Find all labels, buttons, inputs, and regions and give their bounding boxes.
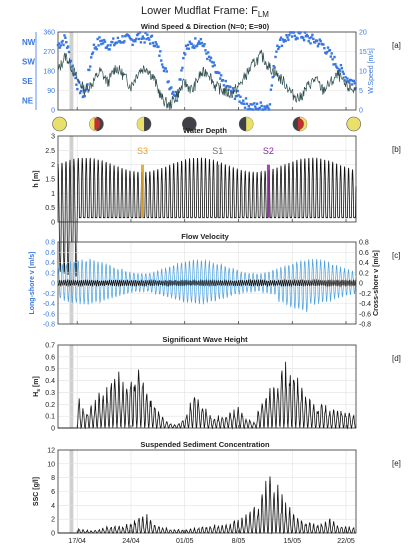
direction-point (198, 40, 200, 42)
y-tick-label-right: 20 (359, 29, 367, 37)
event-label-S2: S2 (262, 146, 274, 156)
direction-point (330, 55, 332, 57)
direction-point (317, 45, 319, 47)
y-tick-label: 3 (51, 133, 55, 141)
direction-point (158, 55, 160, 57)
direction-point (146, 34, 148, 36)
panel-label: [c] (392, 251, 401, 260)
direction-point (65, 41, 67, 43)
x-tick-label: 22/05 (337, 538, 355, 545)
event-marker-S3 (141, 165, 144, 218)
direction-point (75, 83, 77, 85)
direction-point (353, 80, 355, 82)
y-tick-label-right: -0.4 (359, 301, 372, 308)
direction-point (143, 41, 145, 43)
y-tick-label: 360 (43, 29, 55, 37)
direction-point (327, 46, 329, 48)
direction-point (109, 44, 111, 46)
direction-point (182, 57, 184, 59)
direction-point (61, 40, 63, 42)
direction-point (181, 67, 183, 69)
direction-point (342, 71, 344, 73)
y-tick-label: 90 (47, 88, 55, 95)
y-axis-label-left: Long-shore v [m/s] (29, 251, 36, 315)
y-tick-label: 0.2 (45, 401, 55, 409)
direction-point (243, 103, 245, 105)
direction-point (331, 52, 333, 54)
direction-label: NW (22, 37, 36, 47)
direction-point (256, 103, 258, 105)
moon-full-icon (53, 117, 67, 131)
direction-point (213, 64, 215, 66)
direction-point (252, 108, 254, 110)
direction-point (59, 46, 61, 48)
direction-point (108, 48, 110, 50)
y-tick-label: 8 (51, 475, 55, 483)
direction-point (121, 35, 123, 37)
direction-point (139, 31, 141, 33)
y-tick-label: 0.4 (45, 378, 55, 386)
y-tick-label: 0.1 (45, 413, 55, 421)
direction-point (167, 80, 169, 82)
direction-point (242, 100, 244, 102)
direction-point (170, 86, 172, 88)
y-tick-label: 270 (43, 49, 55, 56)
y-tick-label-right: -0.8 (359, 321, 372, 329)
y-tick-label: -0.8 (42, 321, 55, 329)
moon-full-icon (347, 117, 361, 131)
y-tick-label: 6 (51, 489, 55, 496)
panel-label: [b] (392, 145, 401, 154)
direction-point (346, 77, 348, 79)
direction-point (293, 31, 295, 33)
y-axis-label-right: Cross-shore v [m/s] (373, 250, 380, 316)
y-tick-label: 180 (43, 68, 55, 76)
event-marker-S1 (216, 165, 219, 218)
direction-point (76, 88, 78, 90)
direction-point (354, 82, 356, 84)
figure-title-sub: LM (257, 10, 269, 19)
direction-point (72, 65, 74, 67)
direction-point (98, 36, 100, 38)
direction-point (343, 73, 345, 75)
direction-point (351, 83, 353, 85)
y-tick-label: 1.5 (45, 176, 55, 184)
direction-point (123, 40, 125, 42)
direction-point (218, 72, 220, 74)
direction-point (179, 78, 181, 80)
direction-point (207, 51, 209, 53)
direction-point (311, 34, 313, 36)
y-tick-label-right: -0.6 (359, 311, 372, 319)
direction-point (273, 66, 275, 68)
direction-point (323, 47, 325, 49)
x-tick-label: 15/05 (283, 538, 302, 545)
direction-point (316, 40, 318, 42)
y-tick-label: 2.5 (45, 147, 55, 155)
direction-point (200, 38, 202, 40)
y-axis-label-main: H (33, 391, 40, 397)
direction-point (151, 35, 153, 37)
direction-point (80, 90, 82, 92)
direction-point (340, 64, 342, 66)
direction-point (331, 58, 333, 60)
direction-point (172, 91, 174, 93)
direction-point (244, 107, 246, 109)
direction-point (149, 42, 151, 44)
direction-point (334, 63, 336, 65)
panel-label: [e] (392, 459, 401, 468)
panel-a (22, 22, 401, 115)
direction-point (234, 98, 236, 100)
panel-label: [a] (392, 41, 401, 50)
direction-point (296, 37, 298, 39)
direction-point (112, 37, 114, 39)
direction-point (192, 44, 194, 46)
y-tick-label: 0.8 (45, 239, 55, 247)
direction-point (270, 89, 272, 91)
direction-point (84, 95, 86, 97)
y-tick-label: 12 (47, 447, 55, 455)
direction-point (74, 77, 76, 79)
figure-title-main: Lower Mudflat Frame: F (141, 5, 258, 17)
y-tick-label: 0.5 (45, 205, 55, 213)
direction-point (196, 44, 198, 46)
direction-point (203, 43, 205, 45)
y-tick-label: 0 (51, 107, 55, 115)
direction-point (246, 103, 248, 105)
y-tick-label: 10 (47, 461, 55, 469)
direction-point (222, 79, 224, 81)
direction-point (223, 84, 225, 86)
y-tick-label: 0.3 (45, 389, 55, 397)
moon-lit-half-icon (246, 117, 253, 131)
y-tick-label: 0 (51, 280, 55, 288)
direction-point (260, 101, 262, 103)
y-tick-label: -0.4 (42, 301, 55, 308)
direction-point (213, 61, 215, 63)
direction-point (117, 37, 119, 39)
direction-point (253, 102, 255, 104)
panel-e (33, 440, 401, 545)
direction-label: SE (22, 76, 33, 86)
direction-point (287, 39, 289, 41)
direction-label: NE (22, 96, 34, 106)
direction-point (104, 40, 106, 42)
y-axis-label: SSC [g/l] (33, 476, 40, 507)
direction-point (68, 51, 70, 53)
panel-d (33, 335, 401, 433)
direction-point (165, 67, 167, 69)
direction-point (268, 108, 270, 110)
direction-point (307, 40, 309, 42)
direction-point (107, 44, 109, 46)
y-tick-label: 0.6 (45, 354, 55, 362)
direction-point (176, 99, 178, 101)
direction-point (184, 53, 186, 55)
direction-point (312, 38, 314, 40)
direction-point (154, 41, 156, 43)
y-tick-label-right: -0.2 (359, 290, 372, 298)
moon-lit-half-icon (137, 117, 144, 131)
direction-point (219, 77, 221, 79)
panel-c (29, 232, 400, 329)
direction-point (92, 51, 94, 53)
direction-point (140, 41, 142, 43)
y-tick-label: 4 (51, 502, 55, 510)
panel-title: Significant Wave Height (162, 335, 248, 344)
direction-point (322, 43, 324, 45)
direction-point (63, 34, 65, 36)
y-tick-label-right: 10 (359, 68, 367, 76)
figure-title (141, 5, 269, 19)
panel-title: Wind Speed & Direction (N=0; E=90) (140, 22, 270, 31)
direction-point (239, 96, 241, 98)
direction-point (220, 74, 222, 76)
direction-point (201, 42, 203, 44)
direction-point (131, 44, 133, 46)
depth-line (58, 158, 356, 277)
direction-point (194, 37, 196, 39)
event-marker-S2 (267, 165, 270, 218)
direction-point (284, 40, 286, 42)
direction-point (303, 39, 305, 41)
direction-point (90, 56, 92, 58)
direction-point (152, 42, 154, 44)
y-tick-label: 0.6 (45, 249, 55, 257)
direction-point (89, 65, 91, 67)
y-tick-label: 0 (51, 425, 55, 433)
direction-point (155, 43, 157, 45)
direction-point (62, 44, 64, 46)
direction-point (275, 50, 277, 52)
direction-point (281, 45, 283, 47)
y-tick-label: 0.7 (45, 342, 55, 350)
direction-point (159, 50, 161, 52)
direction-point (285, 34, 287, 36)
direction-point (225, 80, 227, 82)
y-tick-label: -0.6 (42, 311, 55, 319)
direction-point (161, 63, 163, 65)
direction-point (97, 44, 99, 46)
direction-point (187, 44, 189, 46)
y-tick-label-right: 5 (359, 88, 363, 95)
y-tick-label-right: 0 (359, 280, 363, 288)
event-label-S3: S3 (136, 146, 148, 156)
direction-point (157, 46, 159, 48)
direction-label: SW (22, 57, 35, 67)
direction-point (291, 35, 293, 37)
direction-point (299, 31, 301, 33)
y-axis-label-right: W.Speed [m/s] (368, 48, 375, 94)
direction-point (96, 48, 98, 50)
x-tick-label: 8/05 (231, 538, 246, 545)
direction-point (319, 40, 321, 42)
y-tick-label-right: 0.6 (359, 249, 369, 257)
direction-point (188, 48, 190, 50)
direction-point (206, 58, 208, 60)
direction-point (274, 56, 276, 58)
panel-title: Water Depth (183, 126, 227, 135)
panel-label: [d] (392, 354, 401, 363)
y-tick-label: 0 (51, 219, 55, 227)
direction-point (88, 69, 90, 71)
shaded-band (70, 345, 74, 428)
direction-point (148, 38, 150, 40)
direction-point (160, 59, 162, 61)
direction-point (180, 69, 182, 71)
direction-point (138, 38, 140, 40)
direction-point (260, 105, 262, 107)
y-tick-label-right: 15 (359, 49, 367, 56)
y-tick-label: 2 (51, 162, 55, 170)
y-axis-label: h [m] (33, 170, 40, 188)
direction-point (254, 105, 256, 107)
direction-point (309, 42, 311, 44)
direction-point (229, 86, 231, 88)
y-tick-label-right: 0.8 (359, 239, 369, 247)
y-tick-label-right: 0.2 (359, 270, 369, 278)
direction-point (288, 34, 290, 36)
panel-title: Suspended Sediment Concentration (140, 440, 270, 449)
y-tick-label: 0.4 (45, 260, 55, 267)
y-tick-label: -0.2 (42, 290, 55, 298)
panel-title: Flow Velocity (181, 232, 229, 241)
x-tick-label: 24/04 (122, 538, 140, 545)
y-tick-label: 0.5 (45, 366, 55, 374)
y-axis-label (33, 376, 42, 397)
x-tick-label: 01/05 (175, 538, 194, 545)
direction-point (304, 31, 306, 33)
direction-point (286, 36, 288, 38)
direction-point (279, 39, 281, 41)
y-axis-label-unit: [m] (33, 376, 40, 389)
direction-point (329, 49, 331, 51)
y-tick-label-right: 0.4 (359, 260, 369, 267)
direction-point (135, 38, 137, 40)
x-tick-label: 17/04 (68, 538, 86, 545)
direction-point (93, 44, 95, 46)
direction-point (271, 84, 273, 86)
wave-height-line (58, 362, 356, 428)
direction-point (302, 37, 304, 39)
ssc-line (58, 476, 356, 533)
direction-point (134, 40, 136, 42)
direction-point (166, 70, 168, 72)
y-tick-label: 2 (51, 516, 55, 524)
direction-point (278, 46, 280, 48)
direction-point (341, 67, 343, 69)
direction-point (318, 43, 320, 45)
direction-point (60, 44, 62, 46)
y-axis-label-sub: s (36, 389, 42, 392)
direction-point (269, 103, 271, 105)
direction-point (333, 56, 335, 58)
direction-point (163, 70, 165, 72)
direction-point (204, 49, 206, 51)
direction-point (64, 37, 66, 39)
direction-point (111, 41, 113, 43)
direction-point (143, 37, 145, 39)
y-tick-label: 1 (51, 190, 55, 198)
event-label-S1: S1 (212, 146, 224, 156)
direction-point (245, 97, 247, 99)
y-tick-label-right: 0 (359, 107, 363, 115)
direction-point (210, 57, 212, 59)
y-tick-label: 0.2 (45, 270, 55, 278)
y-tick-label: 0 (51, 530, 55, 538)
direction-point (67, 45, 69, 47)
